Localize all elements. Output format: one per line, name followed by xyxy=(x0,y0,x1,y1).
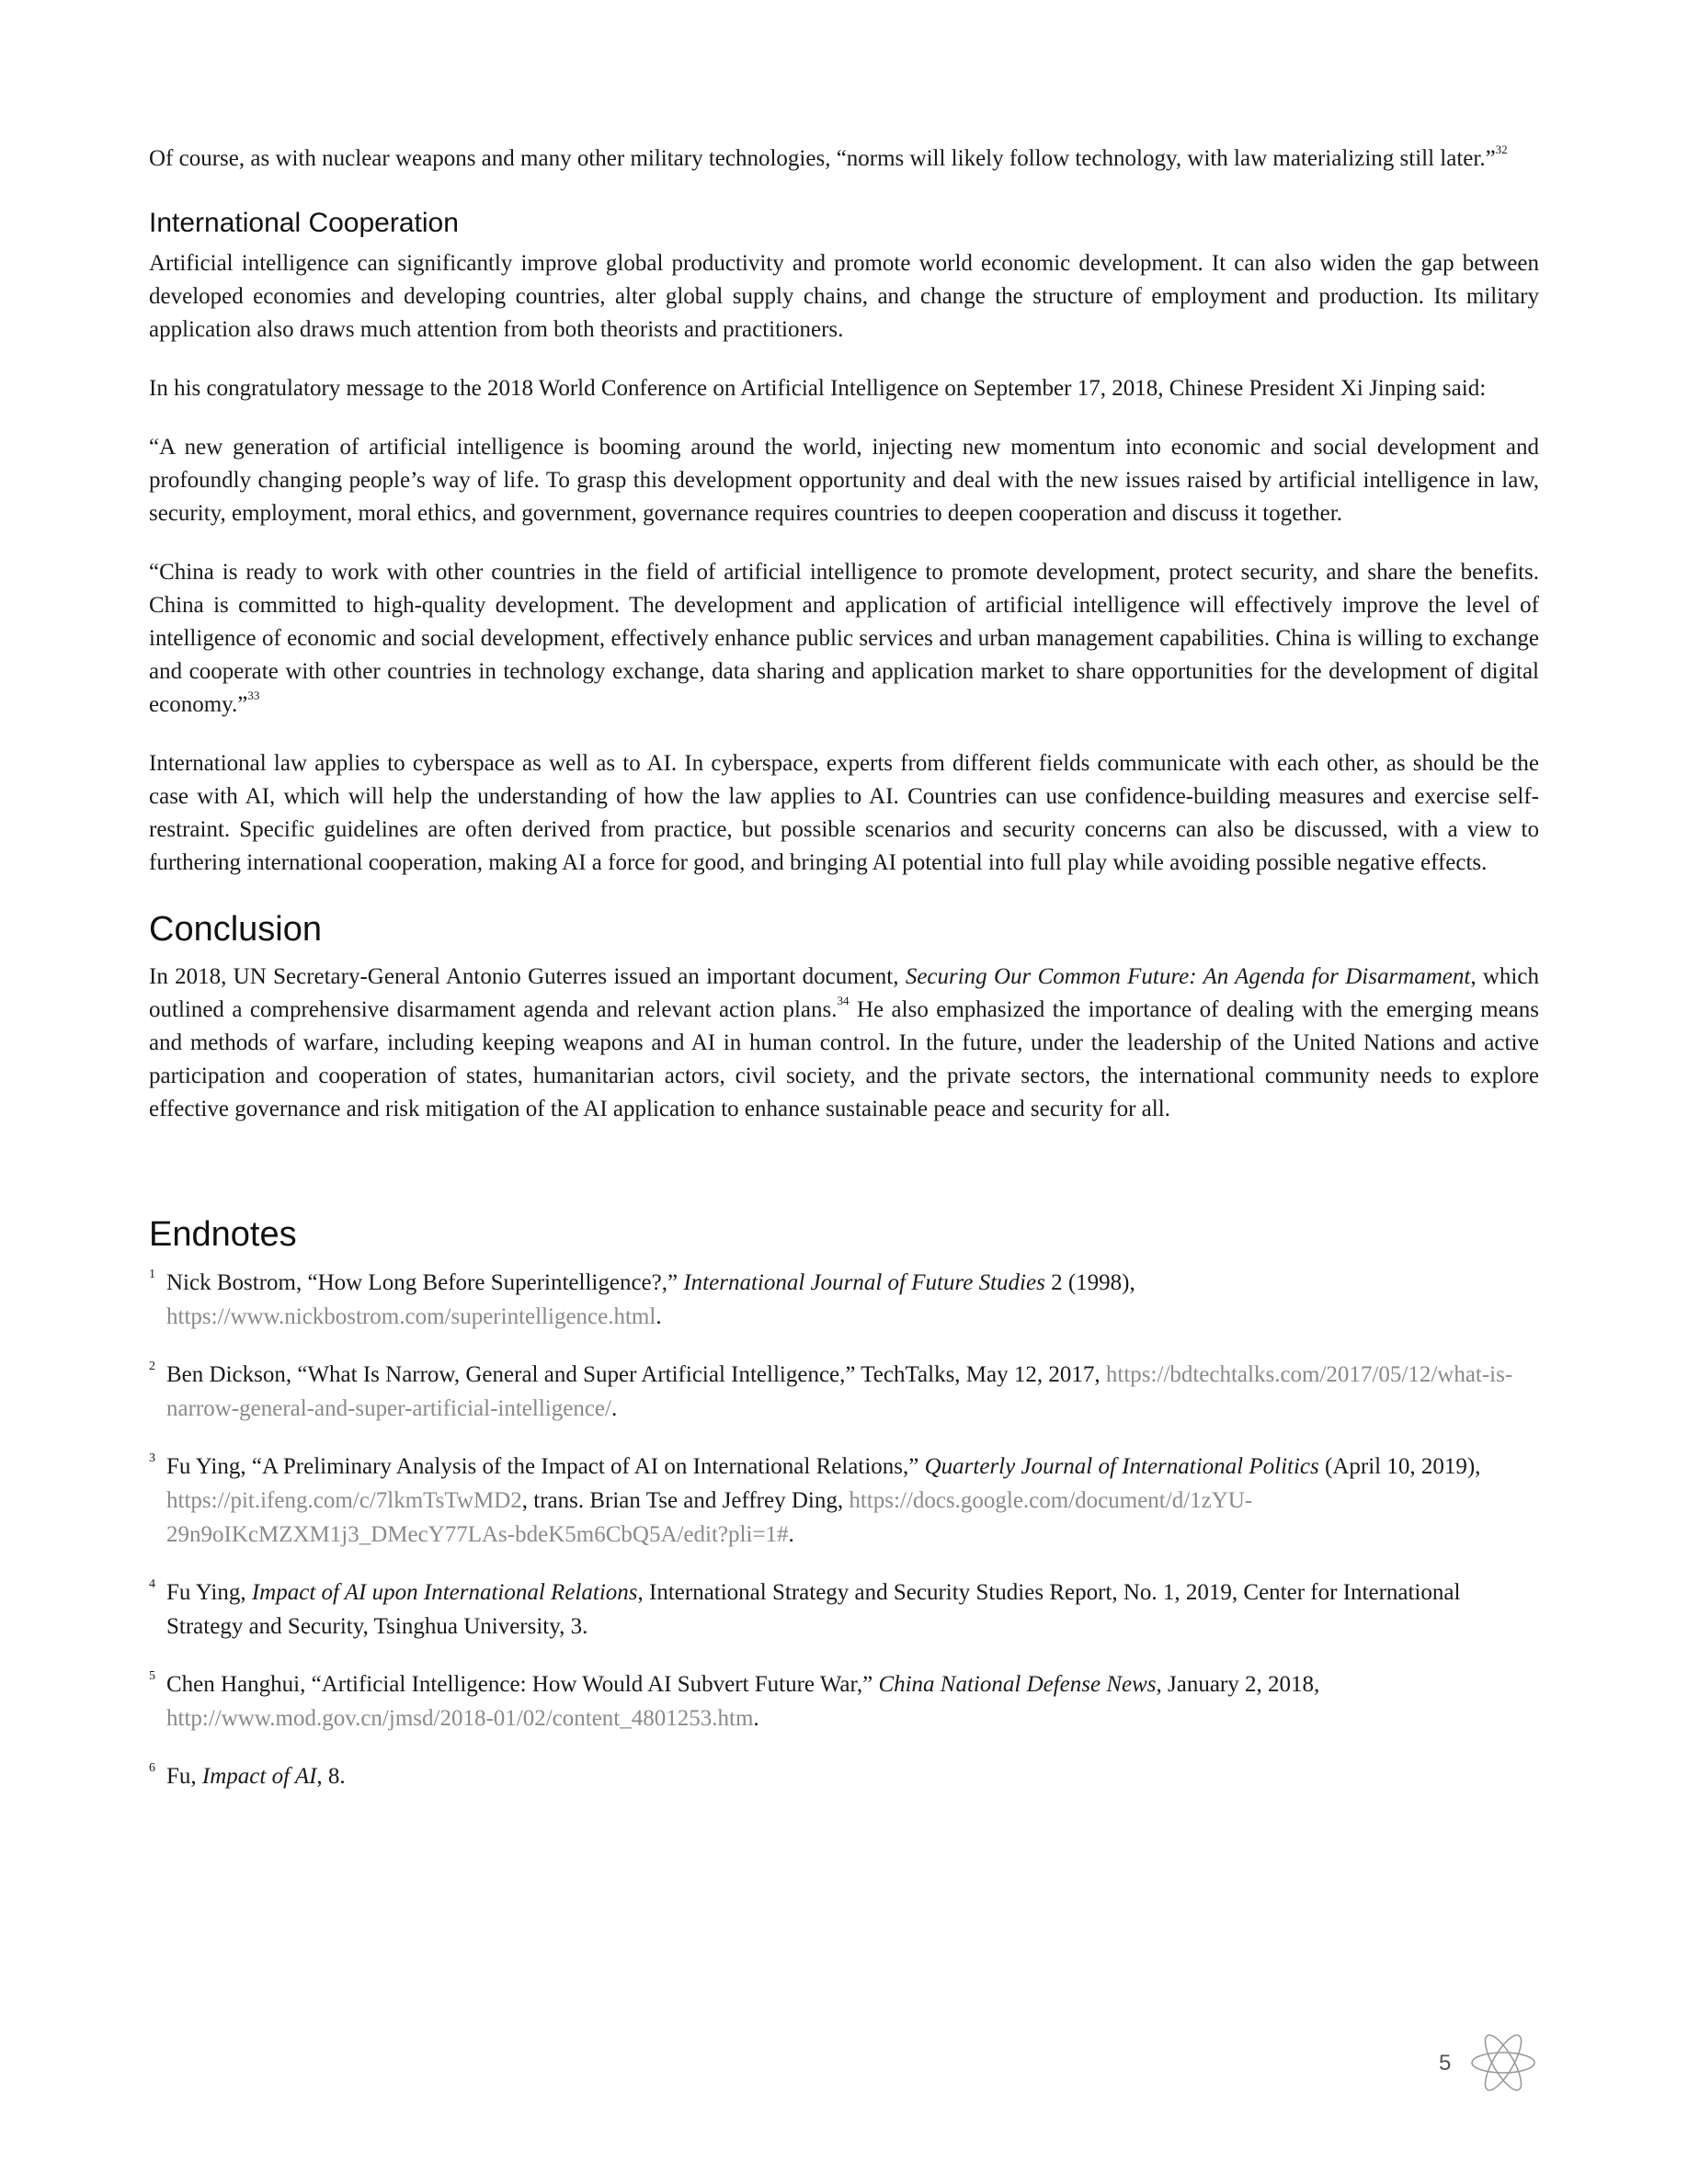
endnote-3: 3 Fu Ying, “A Preliminary Analysis of the Impact of AI on International Relations,” Quarterly Journal of International Politics (April 10, 2019), https://pit.ifeng.com/c/7lkmTsTwMD2, trans. Brian Tse and Jeffrey Ding, https://docs.google.com/document/d/1zYU-29n9oIKcMZXM1j3_DMecY77LAs-bdeK5m6CbQ5A/edit?pli=1#. xyxy=(149,1450,1539,1552)
footnote-ref-34[interactable]: 34 xyxy=(837,993,850,1007)
endnote-number: 5 xyxy=(149,1669,155,1683)
endnote-number: 4 xyxy=(149,1577,155,1591)
footnote-ref-33[interactable]: 33 xyxy=(247,688,260,702)
endnote-link[interactable]: http://www.mod.gov.cn/jmsd/2018-01/02/content_4801253.htm xyxy=(166,1706,754,1731)
endnote-4: 4 Fu Ying, Impact of AI upon International Relations, International Strategy and Security Studies Report, No. 1, 2019, Center for International Strategy and Security, Tsinghua University, 3. xyxy=(149,1575,1539,1644)
endnote-number: 1 xyxy=(149,1268,155,1281)
endnote-2: 2 Ben Dickson, “What Is Narrow, General and Super Artificial Intelligence,” TechTalks, May 12, 2017, https://bdtechtalks.com/2017/05/12/what-is-narrow-general-and-super-artificial-intelligence/. xyxy=(149,1358,1539,1426)
international-cooperation-heading: International Cooperation xyxy=(149,208,459,238)
xi-quote-paragraph-2: “China is ready to work with other countries in the field of artificial intelligence to promote development, protect security, and share the benefits. China is committed to high-quality development. The development and application of artificial intelligence will effectively improve the level of intelligence of economic and social development, effectively enhance public services and urban management capabilities. China is willing to exchange and cooperate with other countries in technology exchange, data sharing and application market to share opportunities for the development of digital economy.”$^{33}$ xyxy=(149,560,1539,717)
endnote-link[interactable]: https://bdtechtalks.com/2017/05/12/what-is-narrow-general-and-super-artificial-intelligence/ xyxy=(166,1362,1513,1421)
endnote-number: 3 xyxy=(149,1451,155,1465)
endnote-link[interactable]: https://www.nickbostrom.com/superintelligence.html xyxy=(166,1304,656,1329)
conclusion-heading: Conclusion xyxy=(149,910,322,949)
intro-paragraph: Of course, as with nuclear weapons and many other military technologies, “norms will likely follow technology, with law materializing still later.”$^{32}$ xyxy=(149,142,1508,171)
cooperation-paragraph-3: International law applies to cyberspace as well as to AI. In cyberspace, experts from different fields communicate with each other, as should be the case with AI, which will help the understanding of how the law applies to AI. Countries can use confidence-building measures and exercise self-restraint. Specific guidelines are often derived from practice, but possible scenarios and security concerns can also be discussed, with a view to furthering international cooperation, making AI a force for good, and bringing AI potential into full play while avoiding possible negative effects. xyxy=(149,751,1539,875)
endnotes-heading: Endnotes xyxy=(149,1215,297,1254)
footnote-ref-32[interactable]: 32 xyxy=(1495,142,1508,156)
page-content xyxy=(149,142,1539,1817)
atom-icon xyxy=(1469,2027,1537,2099)
conclusion-paragraph: In 2018, UN Secretary-General Antonio Guterres issued an important document, Securing Our Common Future: An Agenda for Disarmament, which outlined a comprehensive disarmament agenda and relevant action plans.$^{34}$ He also emphasized the importance of dealing with the emerging means and methods of warfare, including keeping weapons and AI in human control. In the future, under the leadership of the United Nations and active participation and cooperation of states, humanitarian actors, civil society, and the private sectors, the international community needs to explore effective governance and risk mitigation of the AI application to enhance sustainable peace and security for all. xyxy=(149,964,1539,1121)
endnote-link[interactable]: https://pit.ifeng.com/c/7lkmTsTwMD2 xyxy=(166,1488,522,1513)
agenda-title: Securing Our Common Future: An Agenda for Disarmament xyxy=(905,964,1471,989)
cooperation-paragraph-2: In his congratulatory message to the 2018 World Conference on Artificial Intelligence on September 17, 2018, Chinese President Xi Jinping said: xyxy=(149,376,1487,401)
cooperation-paragraph-1: Artificial intelligence can significantly improve global productivity and promote world economic development. It can also widen the gap between developed economies and developing countries, alter global supply chains, and change the structure of employment and production. Its military application also draws much attention from both theorists and practitioners. xyxy=(149,251,1539,342)
endnote-1: 1 Nick Bostrom, “How Long Before Superintelligence?,” International Journal of Future Studies 2 (1998), https://www.nickbostrom.com/superintelligence.html. xyxy=(149,1266,1539,1334)
xi-quote-paragraph-1: “A new generation of artificial intelligence is booming around the world, injecting new momentum into economic and social development and profoundly changing people’s way of life. To grasp this development opportunity and deal with the new issues raised by artificial intelligence in law, security, employment, moral ethics, and government, governance requires countries to deepen cooperation and discuss it together. xyxy=(149,435,1539,526)
page-number: 5 xyxy=(1439,2051,1452,2076)
endnote-link-2[interactable]: https://docs.google.com/document/d/1zYU-29n9oIKcMZXM1j3_DMecY77LAs-bdeK5m6CbQ5A/edit?pli=1# xyxy=(166,1488,1253,1547)
endnote-5: 5 Chen Hanghui, “Artificial Intelligence: How Would AI Subvert Future War,” China National Defense News, January 2, 2018, http://www.mod.gov.cn/jmsd/2018-01/02/content_4801253.htm. xyxy=(149,1667,1539,1735)
endnote-6: 6 Fu, Impact of AI, 8. xyxy=(149,1759,1539,1793)
endnote-number: 6 xyxy=(149,1761,155,1775)
endnote-number: 2 xyxy=(149,1359,155,1373)
